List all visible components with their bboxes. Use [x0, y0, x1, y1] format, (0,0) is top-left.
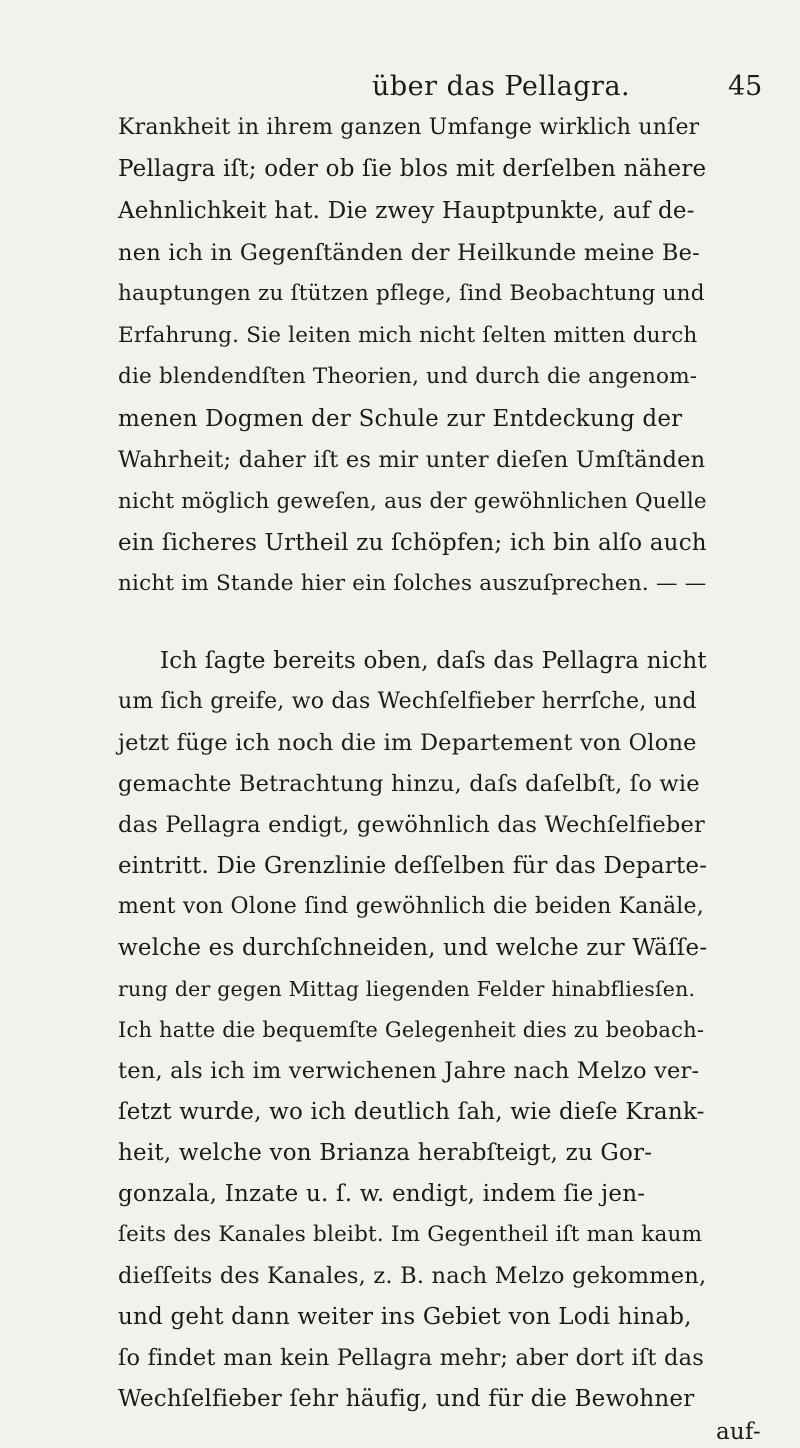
text-line: nen ich in Gegenſtänden der Heilkunde meine Be- — [118, 240, 700, 266]
text-line: gonzala, Inzate u. ſ. w. endigt, indem ſie jen- — [118, 1181, 646, 1207]
running-title: über das Pellagra. — [372, 71, 631, 102]
text-line: ſo findet man kein Pellagra mehr; aber dort iſt das — [118, 1345, 704, 1371]
text-line: menen Dogmen der Schule zur Entdeckung der — [118, 406, 683, 432]
text-line: hauptungen zu ſtützen pflege, ſind Beobachtung und — [118, 281, 705, 306]
page-header — [0, 70, 800, 110]
text-line: heit, welche von Brianza herabſteigt, zu Gor- — [118, 1140, 653, 1166]
text-line: dieſſeits des Kanales, z. B. nach Melzo gekommen, — [118, 1263, 707, 1289]
text-line: welche es durchſchneiden, und welche zur Wäſſe- — [118, 935, 708, 961]
text-line: ſetzt wurde, wo ich deutlich ſah, wie dieſe Krank- — [118, 1099, 705, 1125]
text-line: Wahrheit; daher iſt es mir unter dieſen Umſtänden — [118, 447, 706, 473]
text-line: gemachte Betrachtung hinzu, daſs daſelbſt, ſo wie — [118, 771, 700, 797]
text-line: eintritt. Die Grenzlinie deſſelben für das Departe- — [118, 853, 708, 879]
page-number: 45 — [728, 71, 763, 102]
text-line: Aehnlichkeit hat. Die zwey Hauptpunkte, auf de- — [118, 198, 695, 224]
text-line: ten, als ich im verwichenen Jahre nach Melzo ver- — [118, 1058, 700, 1084]
text-line: jetzt füge ich noch die im Departement von Olone — [118, 730, 697, 756]
text-line: und geht dann weiter ins Gebiet von Lodi hinab, — [118, 1304, 692, 1330]
catchword: auf- — [716, 1419, 761, 1445]
text-line: nicht möglich geweſen, aus der gewöhnlichen Quelle — [118, 489, 707, 514]
text-line: rung der gegen Mittag liegenden Felder hinabfliesſen. — [118, 977, 696, 1001]
text-line: Ich hatte die bequemſte Gelegenheit dies zu beobach- — [118, 1018, 705, 1042]
text-line: ſeits des Kanales bleibt. Im Gegentheil iſt man kaum — [118, 1222, 703, 1247]
text-line: das Pellagra endigt, gewöhnlich das Wechſelfieber — [118, 812, 705, 838]
text-line: nicht im Stande hier ein ſolches auszuſprechen. — — — [118, 571, 707, 596]
text-line: um ſich greife, wo das Wechſelfieber herrſche, und — [118, 689, 697, 714]
text-line: die blendendſten Theorien, und durch die angenom- — [118, 364, 698, 389]
text-line: Wechſelfieber ſehr häufig, und für die Bewohner — [118, 1386, 695, 1412]
text-line: Erfahrung. Sie leiten mich nicht ſelten mitten durch — [118, 323, 698, 348]
text-line: ment von Olone ſind gewöhnlich die beiden Kanäle, — [118, 894, 704, 919]
text-line: ein ſicheres Urtheil zu ſchöpfen; ich bin alſo auch — [118, 530, 707, 556]
text-line: Ich ſagte bereits oben, daſs das Pellagra nicht — [160, 648, 707, 674]
text-line: Pellagra iſt; oder ob ſie blos mit derſelben nähere — [118, 156, 707, 182]
text-line: Krankheit in ihrem ganzen Umfange wirklich unſer — [118, 115, 700, 140]
